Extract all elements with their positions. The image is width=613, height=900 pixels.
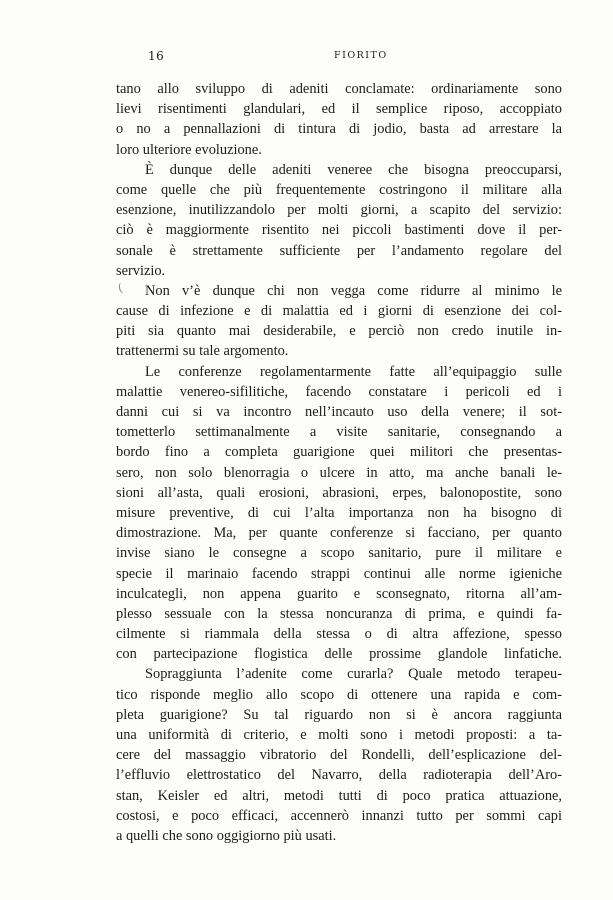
text-line: tometterlo settimanalmente a visite sanitarie, consegnando a	[116, 424, 562, 441]
text-line: piti sia quanto mai desiderabile, e perciò non credo inutile in-	[116, 323, 562, 340]
text-line: inculcategli, non appena guarito e sconsegnato, ritorna all’am-	[116, 585, 562, 602]
text-line: Le conferenze regolamentarmente fatte all’equipaggio sulle	[145, 363, 562, 380]
text-line: ciò è maggiormente risentito nei piccoli bastimenti dove il per-	[116, 222, 562, 239]
text-line: Non v’è dunque chi non vegga come ridurre al minimo le	[145, 282, 562, 299]
text-line: pleta guarigione? Su tal riguardo non si è ancora raggiunta	[116, 706, 562, 723]
text-line: Sopraggiunta l’adenite come curarla? Quale metodo terapeu-	[145, 666, 562, 683]
text-line: l’effluvio elettrostatico del Navarro, della radioterapia dell’Aro-	[116, 767, 562, 784]
text-line: sonale è strettamente sufficiente per l’andamento regolare del	[116, 242, 562, 259]
text-line: loro ulteriore evoluzione.	[116, 141, 262, 158]
text-line: misure preventive, di cui l’alta importanza non ha bisogno di	[116, 504, 562, 521]
text-line: stan, Keisler ed altri, metodi tutti di poco pratica attuazione,	[116, 787, 562, 804]
page-number: 16	[148, 49, 165, 63]
text-line: a quelli che sono oggigiorno più usati.	[116, 827, 337, 844]
text-line: cause di infezione e di malattia ed i giorni di esenzione dei col-	[116, 303, 562, 320]
text-line: una uniformità di criterio, e molti sono i metodi proposti: a ta-	[116, 727, 562, 743]
text-line: dimostrazione. Ma, per quante conferenze si facciano, per quanto	[116, 525, 562, 542]
body-text	[116, 79, 562, 846]
text-line: bordo fino a completa guarigione quei militori che presentas-	[116, 444, 562, 461]
text-line: plesso sessuale con la stessa noncuranza di prima, e quindi fa-	[116, 605, 562, 622]
text-line: tano allo sviluppo di adeniti conclamate: ordinariamente sono	[116, 81, 562, 97]
text-line: cere del massaggio vibratorio del Rondelli, dell’esplicazione del-	[116, 747, 562, 764]
text-line: trattenermi su tale argomento.	[116, 343, 289, 360]
text-line: specie il marinaio facendo strappi continui alle norme igieniche	[116, 565, 562, 582]
text-line: cilmente si riammala della stessa o di altra affezione, spesso	[116, 626, 562, 643]
text-line: invise siano le consegne a scopo sanitario, pure il militare e	[116, 545, 562, 562]
text-line: sioni all’asta, quali erosioni, abrasioni, erpes, balonopostite, sono	[116, 484, 562, 501]
text-line: come quelle che più frequentemente costringono il militare alla	[116, 181, 562, 198]
text-line: costosi, e poco efficaci, accennerò innanzi tutto per sommi capi	[116, 807, 562, 824]
text-line: con partecipazione flogistica delle prossime glandole linfatiche.	[116, 646, 562, 663]
text-line: o no a pennallazioni di tintura di jodio, basta ad arrestare la	[116, 121, 562, 138]
text-line: tico risponde meglio allo scopo di ottenere una rapida e com-	[116, 686, 562, 703]
page-header	[148, 49, 560, 67]
text-line: servizio.	[116, 262, 166, 279]
text-line: sero, non solo blenorragia o ulcere in atto, ma anche banali le-	[116, 464, 562, 481]
text-line: lievi risentimenti glandulari, ed il semplice riposo, accoppiato	[116, 101, 562, 118]
text-line: esenzione, inutilizzandolo per molti giorni, a scapito del servizio:	[116, 202, 562, 219]
text-line: malattie venereo-sifilitiche, facendo constatare i pericoli ed i	[116, 383, 562, 400]
text-line: danni cui si va incontro nell’incauto uso della venere; il sot-	[116, 404, 562, 420]
text-line: È dunque delle adeniti veneree che bisogna preoccuparsi,	[145, 161, 562, 178]
running-head: FIORITO	[334, 50, 388, 61]
margin-mark: (	[116, 280, 125, 296]
